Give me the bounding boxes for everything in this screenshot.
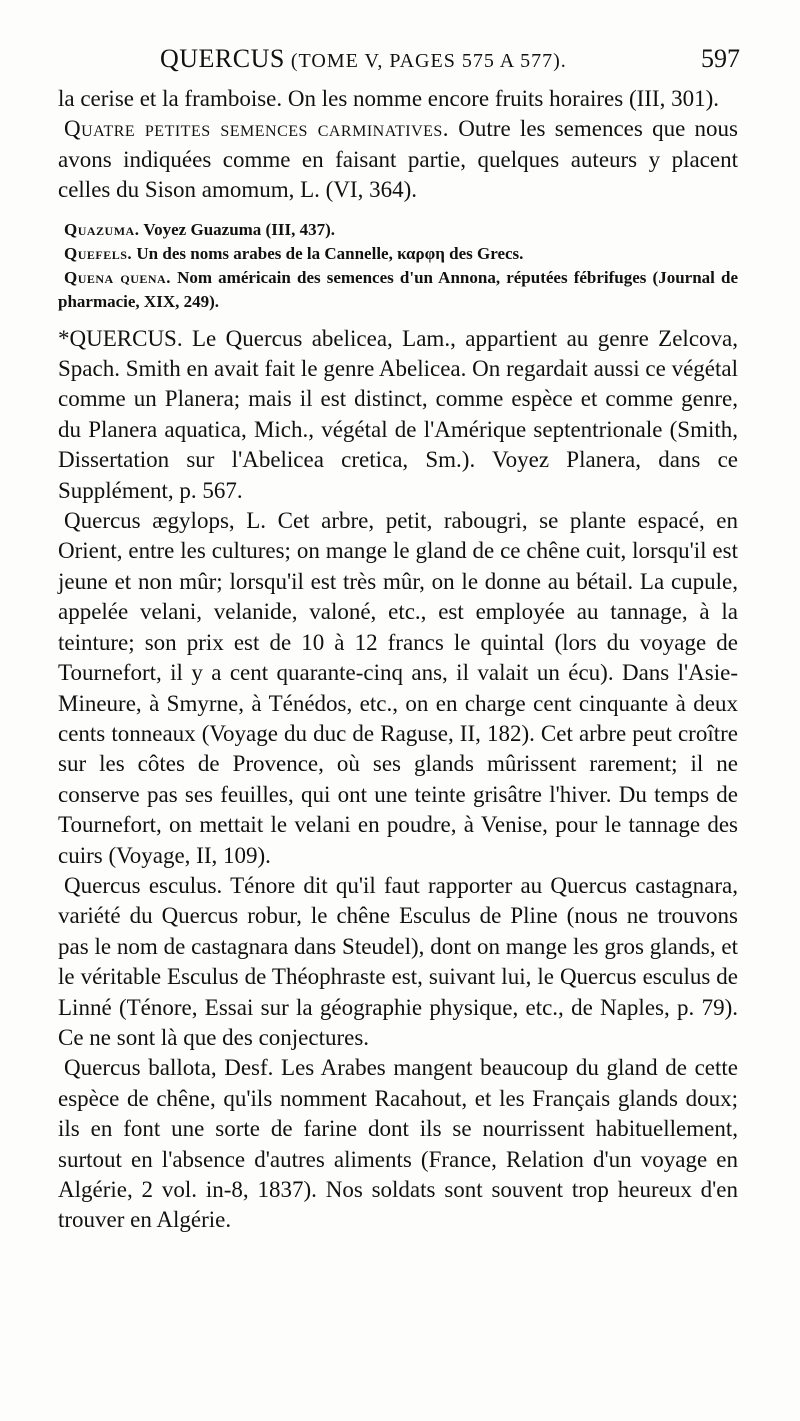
entry-quazuma-text: Voyez Guazuma (III, 437). bbox=[139, 219, 335, 239]
entry-quefels-text: Un des noms arabes de la Cannelle, καρφη des Grecs. bbox=[132, 243, 524, 263]
header-title bbox=[160, 44, 567, 74]
entry-quefels bbox=[58, 242, 738, 266]
spacer bbox=[58, 206, 738, 218]
paragraph-semences-text: Outre les semences que nous avons indiquées comme en faisant partie, quelques auteurs y placent celles du Sison amomum, L. (VI, 364). bbox=[58, 116, 738, 203]
paragraph-esculus: Quercus esculus. Ténore dit qu'il faut rapporter au Quercus castagnara, variété du Quercus robur, le chêne Esculus de Pline (nous ne trouvons pas le nom de castagnara dans Steudel), dont on mange les gros glands, et le véritable Esculus de Théophraste est, suivant lui, le Quercus esculus de Linné (Ténore, Essai sur la géographie physique, etc., de Naples, p. 79). Ce ne sont là que des conjectures. bbox=[58, 872, 738, 1050]
entry-quazuma bbox=[58, 218, 738, 242]
spacer bbox=[58, 314, 738, 324]
entry-quena bbox=[58, 266, 738, 314]
paragraph-semences bbox=[58, 114, 738, 205]
page-number: 597 bbox=[701, 44, 740, 73]
entry-lead-quena: Quena quena. bbox=[64, 267, 171, 287]
running-header bbox=[60, 44, 740, 80]
paragraph-aegylops: Quercus ægylops, L. Cet arbre, petit, rabougri, se plante espacé, en Orient, entre les cultures; on mange le gland de ce chêne cuit, lorsqu'il est jeune et non mûr; lorsqu'il est très mûr, on le donne au bétail. La cupule, appelée velani, velanide, valoné, etc., est employée au tannage, à la teinture; son prix est de 10 à 12 francs le quintal (lors du voyage de Tournefort, il y a cent quarante-cinq ans, il valait un écu). Dans l'Asie-Mineure, à Smyrne, à Ténédos, etc., on en charge cent cinquante à deux cents tonneaux (Voyage du duc de Raguse, II, 182). Cet arbre peut croître sur les côtes de Provence, où ses glands mûrissent rarement; il ne conserve pas ses feuilles, qui ont une teinte grisâtre l'hiver. Du temps de Tournefort, on mettait le velani en poudre, à Venise, pour le tannage des cuirs (Voyage, II, 109). bbox=[58, 508, 738, 868]
page-body bbox=[58, 84, 738, 1236]
entry-lead-quazuma: Quazuma. bbox=[64, 219, 140, 239]
paragraph-ballota: Quercus ballota, Desf. Les Arabes mangent beaucoup du gland de cette espèce de chêne, qu'ils nomment Racahout, et les Français glands doux; ils en font une sorte de farine dont ils se nourrissent habituellement, surtout en l'absence d'autres aliments (France, Relation d'un voyage en Algérie, 2 vol. in-8, 1837). Nos soldats sont souvent trop heureux d'en trouver en Algérie. bbox=[58, 1055, 738, 1233]
paragraph-fruits: la cerise et la framboise. On les nomme encore fruits horaires (III, 301). bbox=[58, 86, 719, 111]
header-title-rest: (TOME V, PAGES 575 A 577). bbox=[284, 50, 567, 72]
entry-quena-text: Nom américain des semences d'un Annona, réputées fébrifuges (Journal de pharmacie, XIX, 249). bbox=[58, 267, 739, 311]
header-title-main: QUERCUS bbox=[160, 44, 285, 73]
entry-lead-quefels: Quefels. bbox=[64, 243, 133, 263]
section-quercus: *QUERCUS. Le Quercus abelicea, Lam., appartient au genre Zelcova, Spach. Smith en avait fait le genre Abelicea. On regardait aussi ce végétal comme un Planera; mais il est distinct, comme espèce et comme genre, du Planera aquatica, Mich., végétal de l'Amérique septentrionale (Smith, Dissertation sur l'Abelicea cretica, Sm.). Voyez Planera, dans ce Supplément, p. 567. bbox=[58, 325, 738, 503]
entry-lead-semences: Quatre petites semences carminatives. bbox=[64, 116, 450, 142]
